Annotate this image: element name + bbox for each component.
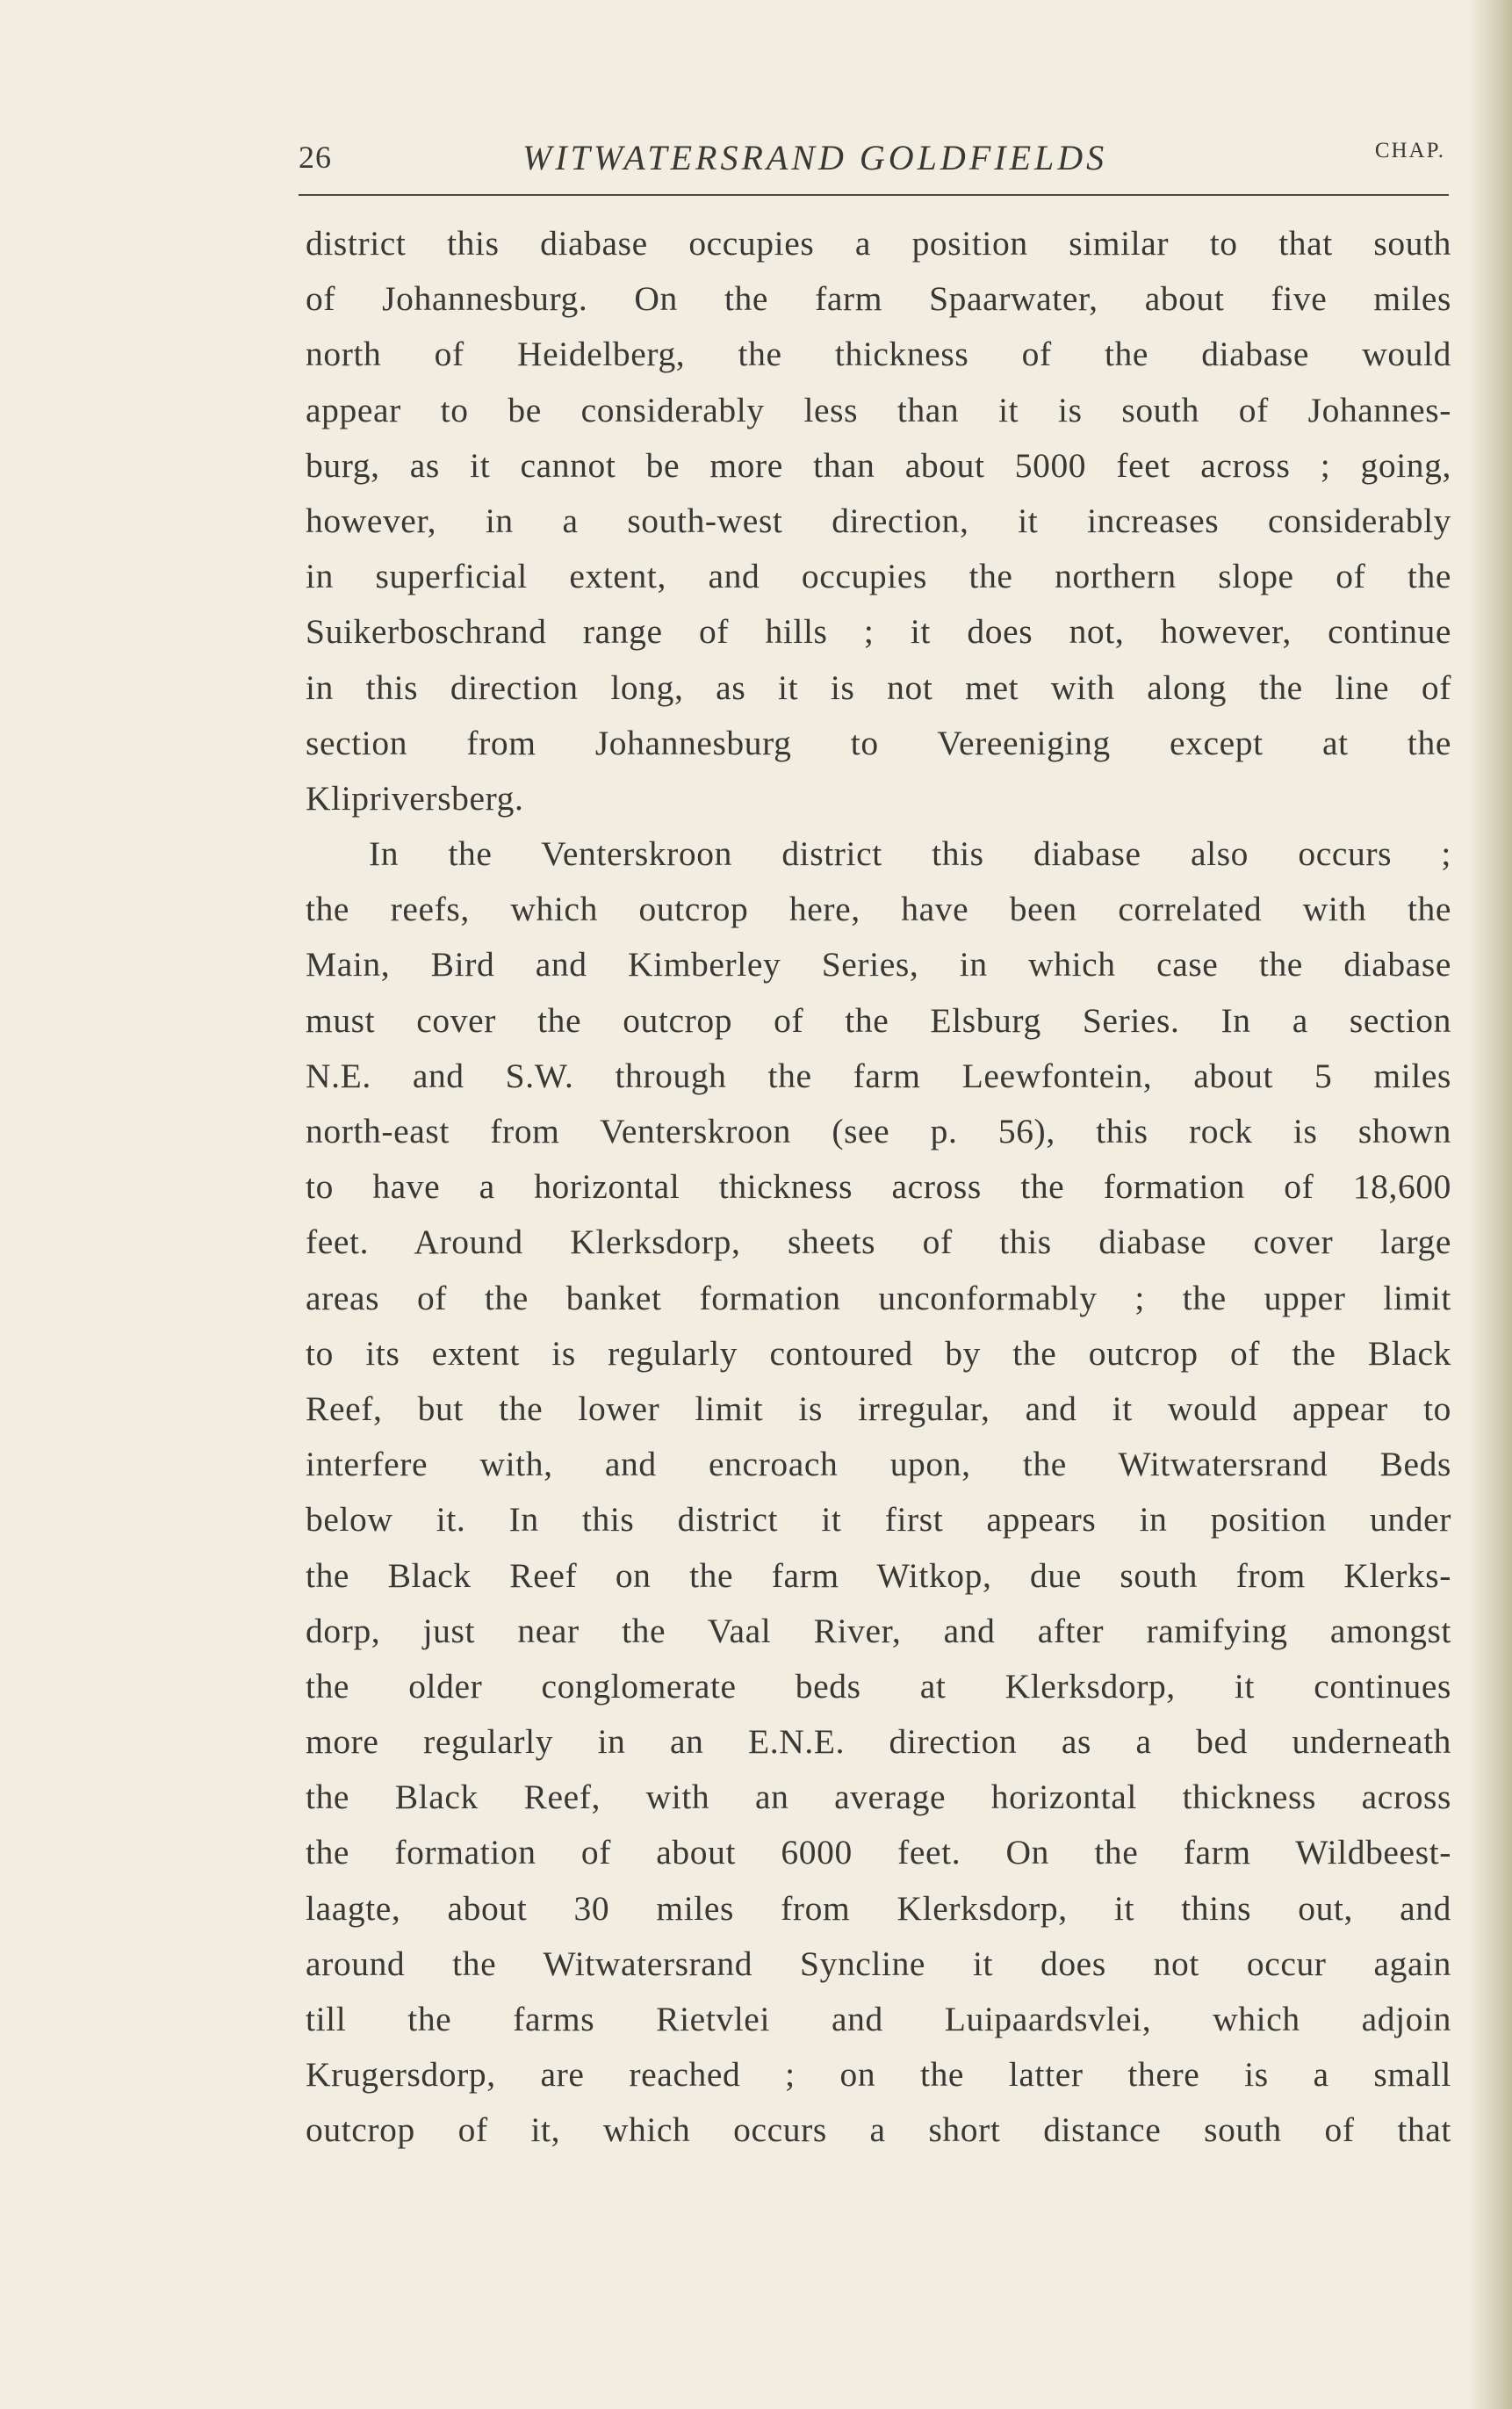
text-line: dorp, just near the Vaal River, and after ramifying amongst — [306, 1611, 1451, 1650]
text-line: of Johannesburg. On the farm Spaarwater, about five miles — [306, 279, 1451, 319]
text-line: more regularly in an E.N.E. direction as a bed underneath — [306, 1722, 1451, 1762]
text-line: the Black Reef on the farm Witkop, due south from Klerks- — [306, 1555, 1451, 1595]
running-header — [299, 130, 1449, 183]
text-line: to its extent is regularly contoured by the outcrop of the Black — [306, 1333, 1451, 1373]
text-line: district this diabase occupies a position similar to that south — [306, 224, 1451, 263]
text-line: interfere with, and encroach upon, the Witwatersrand Beds — [306, 1445, 1451, 1484]
text-line: however, in a south-west direction, it increases considerably — [306, 501, 1451, 540]
text-line: the older conglomerate beds at Klerksdorp, it continues — [306, 1666, 1451, 1706]
text-line: Suikerboschrand range of hills ; it does not, however, continue — [306, 612, 1451, 652]
text-line: Main, Bird and Kimberley Series, in which case the diabase — [306, 945, 1451, 985]
text-line: Krugersdorp, are reached ; on the latter there is a small — [306, 2055, 1451, 2095]
header-rule — [299, 194, 1449, 196]
text-line: Klipriversberg. — [306, 778, 524, 818]
page-number: 26 — [299, 140, 332, 175]
body-text — [306, 216, 1451, 2159]
text-line: around the Witwatersrand Syncline it does not occur again — [306, 1944, 1451, 1983]
running-title: WITWATERSRAND GOLDFIELDS — [522, 138, 1108, 177]
text-line: below it. In this district it first appears in position under — [306, 1500, 1451, 1540]
text-line: to have a horizontal thickness across the formation of 18,600 — [306, 1167, 1451, 1207]
text-line: appear to be considerably less than it is south of Johannes- — [306, 390, 1451, 429]
text-line: north-east from Venterskroon (see p. 56), this rock is shown — [306, 1112, 1451, 1150]
text-line: in superficial extent, and occupies the northern slope of the — [306, 557, 1451, 596]
text-line: areas of the banket formation unconformably ; the upper limit — [306, 1278, 1451, 1317]
text-line: till the farms Rietvlei and Luipaardsvlei, which adjoin — [306, 2000, 1451, 2038]
text-line: section from Johannesburg to Vereeniging except at the — [306, 723, 1451, 762]
text-line: in this direction long, as it is not met with along the line of — [306, 667, 1451, 707]
text-line: outcrop of it, which occurs a short distance south of that — [306, 2110, 1451, 2150]
text-line: burg, as it cannot be more than about 5000 feet across ; going, — [306, 445, 1451, 485]
text-line: feet. Around Klerksdorp, sheets of this diabase cover large — [306, 1223, 1451, 1262]
text-line: Reef, but the lower limit is irregular, and it would appear to — [306, 1388, 1451, 1428]
text-line: N.E. and S.W. through the farm Leewfontein, about 5 miles — [306, 1056, 1451, 1095]
page-edge-shadow — [1468, 0, 1512, 2409]
chapter-label: CHAP. — [1374, 139, 1445, 162]
text-line: the Black Reef, with an average horizontal thickness across — [306, 1778, 1451, 1817]
text-line: the reefs, which outcrop here, have been correlated with the — [306, 890, 1451, 929]
text-line: must cover the outcrop of the Elsburg Series. In a section — [306, 1000, 1451, 1040]
text-line: the formation of about 6000 feet. On the farm Wildbeest- — [306, 1833, 1451, 1872]
text-line: north of Heidelberg, the thickness of the diabase would — [306, 335, 1451, 374]
text-line: laagte, about 30 miles from Klerksdorp, it thins out, and — [306, 1888, 1451, 1928]
paragraph-start-line: In the Venterskroon district this diabase also occurs ; — [369, 834, 1451, 874]
